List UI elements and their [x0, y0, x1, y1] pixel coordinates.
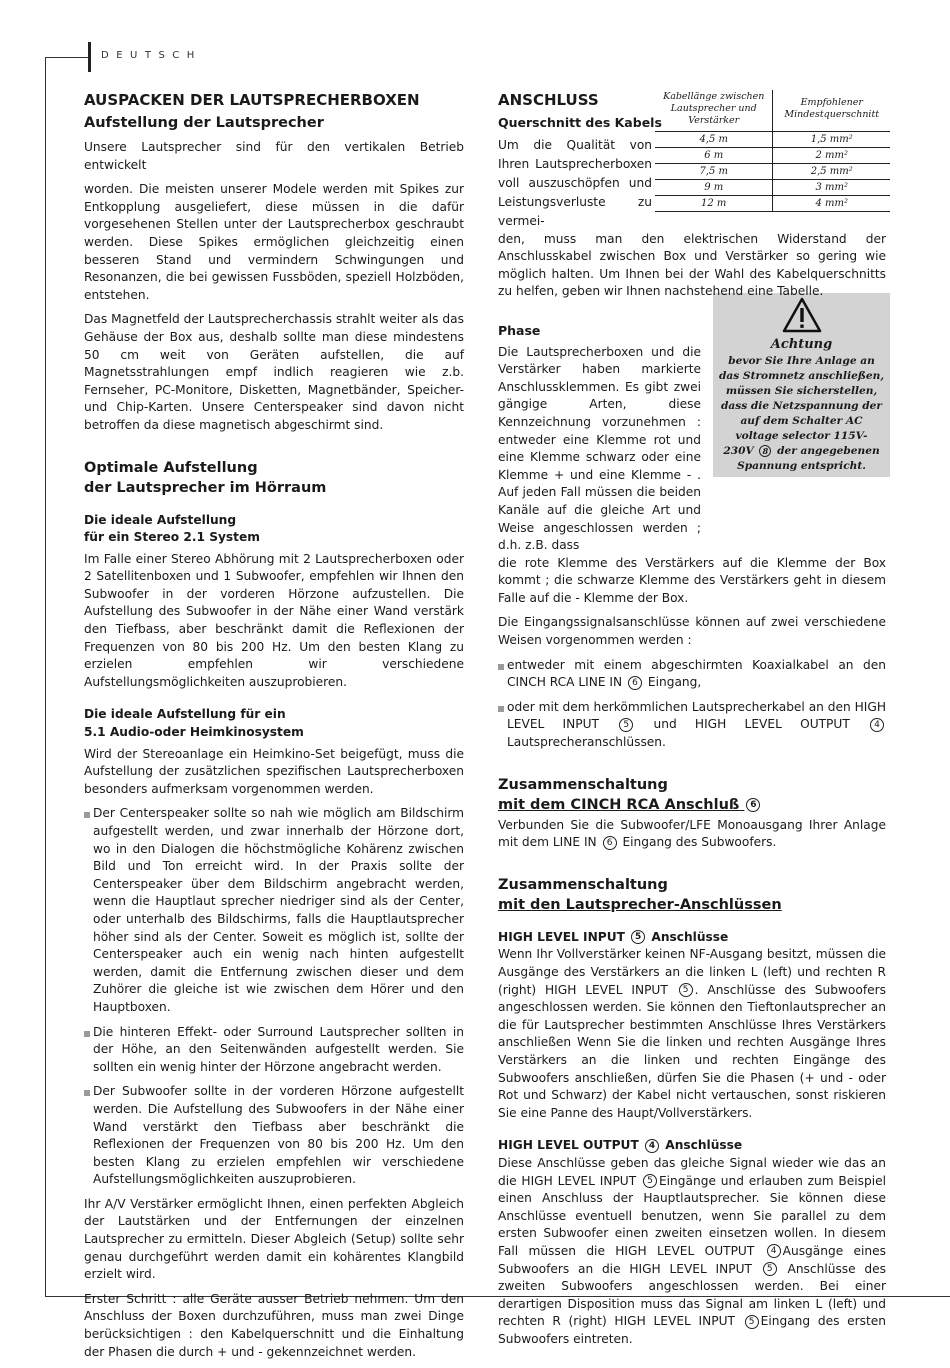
list-item-speaker-cable: oder mit dem herkömmlichen Lautsprecherkabel an den HIGH LEVEL INPUT 5 und HIGH LEVEL OUTPUT 4 Lautsprecheranschlüssen.: [498, 699, 886, 752]
paragraph-cable-b: den, muss man den elektrischen Widerstand der Anschlusskabel zwischen Box und Verstärker so gering wie möglich halten. Um Ihnen bei der Wahl des Kabelquerschnitts zu helfen, geben wir Ihnen nachstehend eine Tabelle.: [498, 231, 886, 299]
list-item-surround: Die hinteren Effekt- oder Surround Lautsprecher sollten in der Höhe, an den Seitenwänden aufgestellt werden. Sie sollten ein wenig hinter der Hörzone angebracht werden.: [84, 1024, 464, 1077]
paragraph-input-types: Die Eingangssignalsanschlüsse können auf zwei verschiedene Weisen vorgenommen werden :: [498, 615, 886, 648]
heading-cinch-1: Zusammenschaltung: [498, 776, 668, 793]
right-column: [498, 90, 886, 1355]
paragraph-av-amp: Ihr A/V Verstärker ermöglicht Ihnen, einen perfekten Abgleich der Lautstärken und der Entfernungen der einzelnen Lautsprecher zu ermitteln. Dieser Abgleich (Setup) sollte sehr genau durchgeführt werden damit ein kohärentes Klangbild erzielt wird.: [84, 1196, 464, 1282]
heading-speaker-conn-2: mit den Lautsprecher-Anschlüssen: [498, 896, 782, 913]
table-row: 4,5 m 1,5 mm²: [655, 132, 890, 148]
paragraph-phase-a: Die Lautsprecherboxen und die Verstärker haben markierte Anschlussklemmen. Es gibt zwei gängige Arten, diese Kennzeichnung vorzunehmen : entweder eine Klemme rot und eine Klemme schwarz oder eine Klemme + und eine Klemme - . Auf jeden Fall müssen die beiden Kanäle auf die gleiche Art und Weise angeschlossen werden ; d.h. z.B. dass: [498, 344, 701, 553]
list-item-coax: entweder mit einem abgeschirmten Koaxialkabel an den CINCH RCA LINE IN 6 Eingang,: [498, 657, 886, 692]
paragraph-first-step: Erster Schritt : alle Geräte ausser Betrieb nehmen. Um den Anschluss der Boxen durchzuführen, muss man zwei Dinge berücksichtigen : den Kabelquerschnitt und die Einhaltung der Phasen die durch + und - gekennzeichnet werden.: [84, 1291, 464, 1359]
heading-cable-section: Querschnitt des Kabels: [498, 115, 662, 130]
heading-51-1: Die ideale Aufstellung für ein: [84, 707, 286, 722]
heading-unpacking: AUSPACKEN DER LAUTSPRECHERBOXEN: [84, 91, 420, 109]
heading-high-level-output: HIGH LEVEL OUTPUT 4 Anschlüsse: [498, 1138, 743, 1153]
page-frame-top-line: [45, 57, 88, 58]
heading-optimal-1: Optimale Aufstellung: [84, 459, 258, 476]
paragraph-homecinema: Wird der Stereoanlage ein Heimkino-Set beigefügt, muss die Aufstellung der zusätzlichen spezifischen Lautsprecherboxen besonders aufmerksam vorgenommen werden.: [84, 746, 464, 796]
paragraph-vertical: Unsere Lautsprecher sind für den vertikalen Betrieb entwickelt: [84, 140, 464, 172]
paragraph-cable-a: Um die Qualität von Ihren Lautsprecherboxen voll auszuschöpfen und Leistungsverluste zu vermei-: [498, 137, 652, 228]
table-row: 9 m 3 mm²: [655, 180, 890, 196]
heading-connection: ANSCHLUSS: [498, 91, 599, 109]
language-label: DEUTSCH: [101, 50, 202, 61]
heading-stereo-2: für ein Stereo 2.1 System: [84, 530, 260, 545]
paragraph-high-level-output: Diese Anschlüsse geben das gleiche Signal wieder wie das an die HIGH LEVEL INPUT 5 Eingänge und erlauben zum Beispiel einen Anschluss der Hauptlautsprecher. Sie können diese Anschlüsse eventuell benutzen, wenn Sie parallel zu dem ersten Subwoofer einen zweiten einsetzen wollen. In diesem Fall müssen die HIGH LEVEL OUTPUT 4 Ausgänge eines Subwoofers an die HIGH LEVEL INPUT 5 Anschlüsse des zweiten Subwoofers angeschlossen werden. Bei einer derartigen Disposition muss das Signal am linken L (left) und rechten R (right) HIGH LEVEL INPUT 5 Eingang des ersten Subwoofers eintreten.: [498, 1155, 887, 1346]
paragraph-high-level-input: Wenn Ihr Vollverstärker keinen NF-Ausgang besitzt, müssen die Ausgänge des Verstärkers an die linken L (left) und rechten R (right) HIGH LEVEL INPUT 5 . Anschlüsse des Subwoofers angeschlossen werden. Sie können den Tieftonlautsprecher an die für Lautsprecher bestimmten Anschlüsse Ihres Verstärkers anschließen Wenn Sie die linken und rechten Ausgänge Ihres Verstärkers an die linken und rechten Eingänge des Subwoofers anschließen, dürfen Sie die Phasen (+ und - oder Rot und Schwarz) der Kabel nicht vertauschen, sonst riskieren Sie eine Panne des Haupt/Vollverstärkers.: [498, 947, 886, 1120]
heading-speaker-conn-1: Zusammenschaltung: [498, 876, 668, 893]
heading-speaker-setup: Aufstellung der Lautsprecher: [84, 115, 324, 131]
table-row: 6 m 2 mm²: [655, 148, 890, 164]
paragraph-stereo: Im Falle einer Stereo Abhörung mit 2 Lautsprecherboxen oder 2 Satellitenboxen und 1 Subwoofer, empfehlen wir Ihnen den Subwoofer in der vorderen Hörzone aufzustellen. Die Aufstellung des Subwoofer in der Nähe einer Wand verstärk den Tiefbass, aber beschränkt damit die Reflexionen der Frequenzen von 80 bis 200 Hz. Um den besten Klang zu erzielen empfehlen wir verschiedene Aufstellungsmöglichkeiten auszuprobieren.: [84, 551, 464, 689]
paragraph-phase-b: die rote Klemme des Verstärkers auf die Klemme der Box kommt ; die schwarze Klemme des Verstärkers geht in diesem Falle auf die - Klemme der Box.: [498, 555, 886, 605]
header-marker-bar: [88, 42, 91, 72]
warning-title: Achtung: [770, 337, 833, 352]
list-item-center: Der Centerspeaker sollte so nah wie möglich am Bildschirm aufgestellt werden, und zwar innerhalb der Hörzone dort, wo in den Dialogen die höchstmögliche Kohärenz zwischen Bild und Ton erreicht wird. In der Praxis sollte der Centerspeaker über dem Bildschirm angebracht werden, wenn die Hauptlaut sprecher niedriger sind als der Center, oder unterhalb des Bildschirms, falls die Hauptlautsprecher höher sind als der Center. Soweit es möglich ist, sollte der Centerspeaker auch ein wenig nach hinten aufgestellt werden, damit die Entfernung zwischen dieser und dem Zuhörer die gleiche ist wie zwischen dem Hörer und den Hauptboxen.: [84, 805, 464, 1016]
heading-cinch-2: mit dem CINCH RCA Anschluß 6: [498, 795, 886, 815]
heading-optimal-2: der Lautsprecher im Hörraum: [84, 479, 327, 496]
table-row: 7,5 m 2,5 mm²: [655, 164, 890, 180]
paragraph-spikes: worden. Die meisten unserer Modele werden mit Spikes zur Entkopplung ausgeliefert, diese müssen in die dafür vorgesehenen Stellen unter der Lautsprecherbox geschraubt werden. Diese Spikes ermöglichen gleichzeitig einen besseren Stand und vermindern Schwingungen und Resonanzen, die bei gewissen Fussböden, speziell Holzböden, entstehen.: [84, 182, 464, 302]
warning-text: bevor Sie Ihre Anlage an das Stromnetz anschließen, müssen Sie sicherstellen, dass die Netzspannung der auf dem Schalter AC voltage selector 115V- 230V 8 der angegebenen Spannung entspricht.: [719, 355, 885, 472]
heading-phase: Phase: [498, 322, 541, 338]
heading-51-2: 5.1 Audio-oder Heimkinosystem: [84, 725, 304, 740]
table-row: 12 m 4 mm²: [655, 196, 890, 212]
paragraph-magnetic: Das Magnetfeld der Lautsprecherchassis strahlt weiter als das Gehäuse der Box aus, deshalb sollte man diese mindestens 50 cm weit von Geräten aufstellen, die auf Magnetsstrahlungen empf indlich reagieren wie z.b. Fernseher, PC-Monitore, Disketten, Magnetbänder, Speicher-und Chip-Karten. Unsere Centerspeaker sind davon nicht betroffen da diese magnetisch abgeschirmt sind.: [84, 312, 464, 432]
page-frame-left-line: [45, 57, 46, 1297]
cable-table-header-length: Kabellänge zwischen Lautsprecher und Verstärker: [663, 91, 765, 126]
paragraph-cinch: Verbunden Sie die Subwoofer/LFE Monoausgang Ihrer Anlage mit dem LINE IN 6 Eingang des Subwoofers.: [498, 817, 886, 850]
heading-high-level-input: HIGH LEVEL INPUT 5 Anschlüsse: [498, 929, 729, 944]
list-item-subwoofer: Der Subwoofer sollte in der vorderen Hörzone aufgestellt werden. Die Aufstellung des Subwoofers in der Nähe einer Wand verstärkt den Tiefbass aber beschränkt die Reflexionen der Frequenzen von 80 bis 200 Hz. Um den besten Klang zu erzielen empfehlen wir verschiedene Aufstellungsmöglichkeiten auszuprobieren.: [84, 1083, 464, 1189]
cable-table-header-section: Empfohlener Mindestquerschnitt: [773, 90, 890, 132]
left-column: [84, 90, 464, 1368]
heading-stereo-1: Die ideale Aufstellung: [84, 512, 237, 527]
